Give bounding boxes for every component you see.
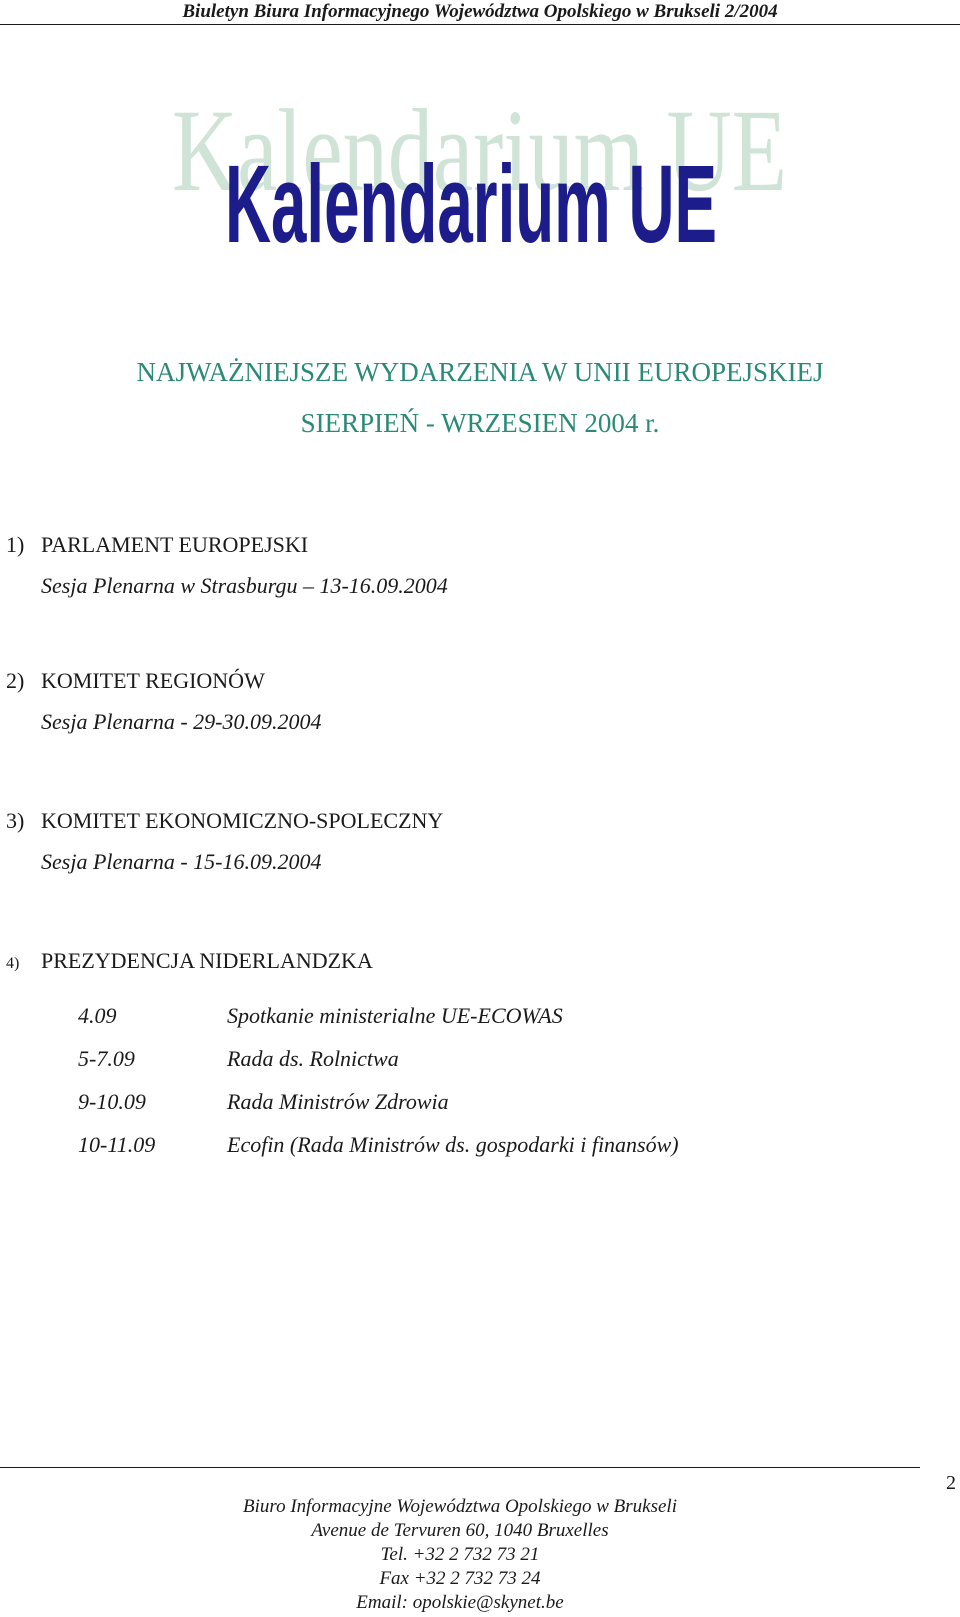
event-date: 9-10.09 bbox=[78, 1089, 146, 1114]
event-name: Ecofin (Rada Ministrów ds. gospodarki i finansów) bbox=[227, 1132, 679, 1157]
event-date: 4.09 bbox=[78, 1003, 117, 1028]
section-title bbox=[6, 807, 443, 835]
main-heading-events: NAJWAŻNIEJSZE WYDARZENIA W UNII EUROPEJSKIEJ bbox=[136, 357, 824, 387]
event-name: Spotkanie ministerialne UE-ECOWAS bbox=[227, 1003, 563, 1028]
main-heading-period: SIERPIEŃ - WRZESIEN 2004 r. bbox=[300, 408, 660, 438]
bulletin-header-title: Biuletyn Biura Informacyjnego Województwa Opolskiego w Brukseli 2/2004 bbox=[182, 1, 778, 22]
section-number: 4) bbox=[6, 955, 20, 972]
footer-contact bbox=[0, 1495, 920, 1615]
footer-email: Email: opolskie@skynet.be bbox=[356, 1592, 564, 1613]
section-number: 3) bbox=[6, 808, 25, 833]
section-number: 2) bbox=[6, 668, 25, 693]
header-rule bbox=[0, 24, 960, 25]
section-subtitle: Sesja Plenarna - 29-30.09.2004 bbox=[41, 709, 322, 734]
footer-phone: Tel. +32 2 732 73 21 bbox=[380, 1544, 540, 1565]
footer-rule bbox=[0, 1467, 920, 1468]
kalendarium-banner bbox=[170, 82, 820, 272]
section-title bbox=[6, 531, 308, 559]
event-name: Rada ds. Rolnictwa bbox=[227, 1046, 399, 1071]
banner-shadow-text: Kalendarium UE bbox=[172, 85, 787, 216]
section-title bbox=[6, 947, 373, 978]
footer-fax: Fax +32 2 732 73 24 bbox=[379, 1568, 541, 1589]
section-title-text: KOMITET EKONOMICZNO-SPOLECZNY bbox=[41, 808, 444, 833]
footer-address: Avenue de Tervuren 60, 1040 Bruxelles bbox=[311, 1520, 609, 1541]
event-name: Rada Ministrów Zdrowia bbox=[227, 1089, 449, 1114]
event-date: 5-7.09 bbox=[78, 1046, 135, 1071]
footer-office-name: Biuro Informacyjne Województwa Opolskiego w Brukseli bbox=[243, 1496, 677, 1517]
section-number: 1) bbox=[6, 532, 25, 557]
section-title-text: KOMITET REGIONÓW bbox=[41, 668, 265, 693]
event-date: 10-11.09 bbox=[78, 1132, 156, 1157]
section-subtitle: Sesja Plenarna w Strasburgu – 13-16.09.2004 bbox=[41, 573, 448, 598]
section-title-text: PREZYDENCJA NIDERLANDZKA bbox=[41, 948, 373, 973]
section-title-text: PARLAMENT EUROPEJSKI bbox=[41, 532, 309, 557]
section-subtitle: Sesja Plenarna - 15-16.09.2004 bbox=[41, 849, 322, 874]
section-title bbox=[6, 667, 265, 695]
banner-main-text: Kalendarium UE bbox=[225, 143, 717, 266]
page-number: 2 bbox=[946, 1472, 956, 1494]
